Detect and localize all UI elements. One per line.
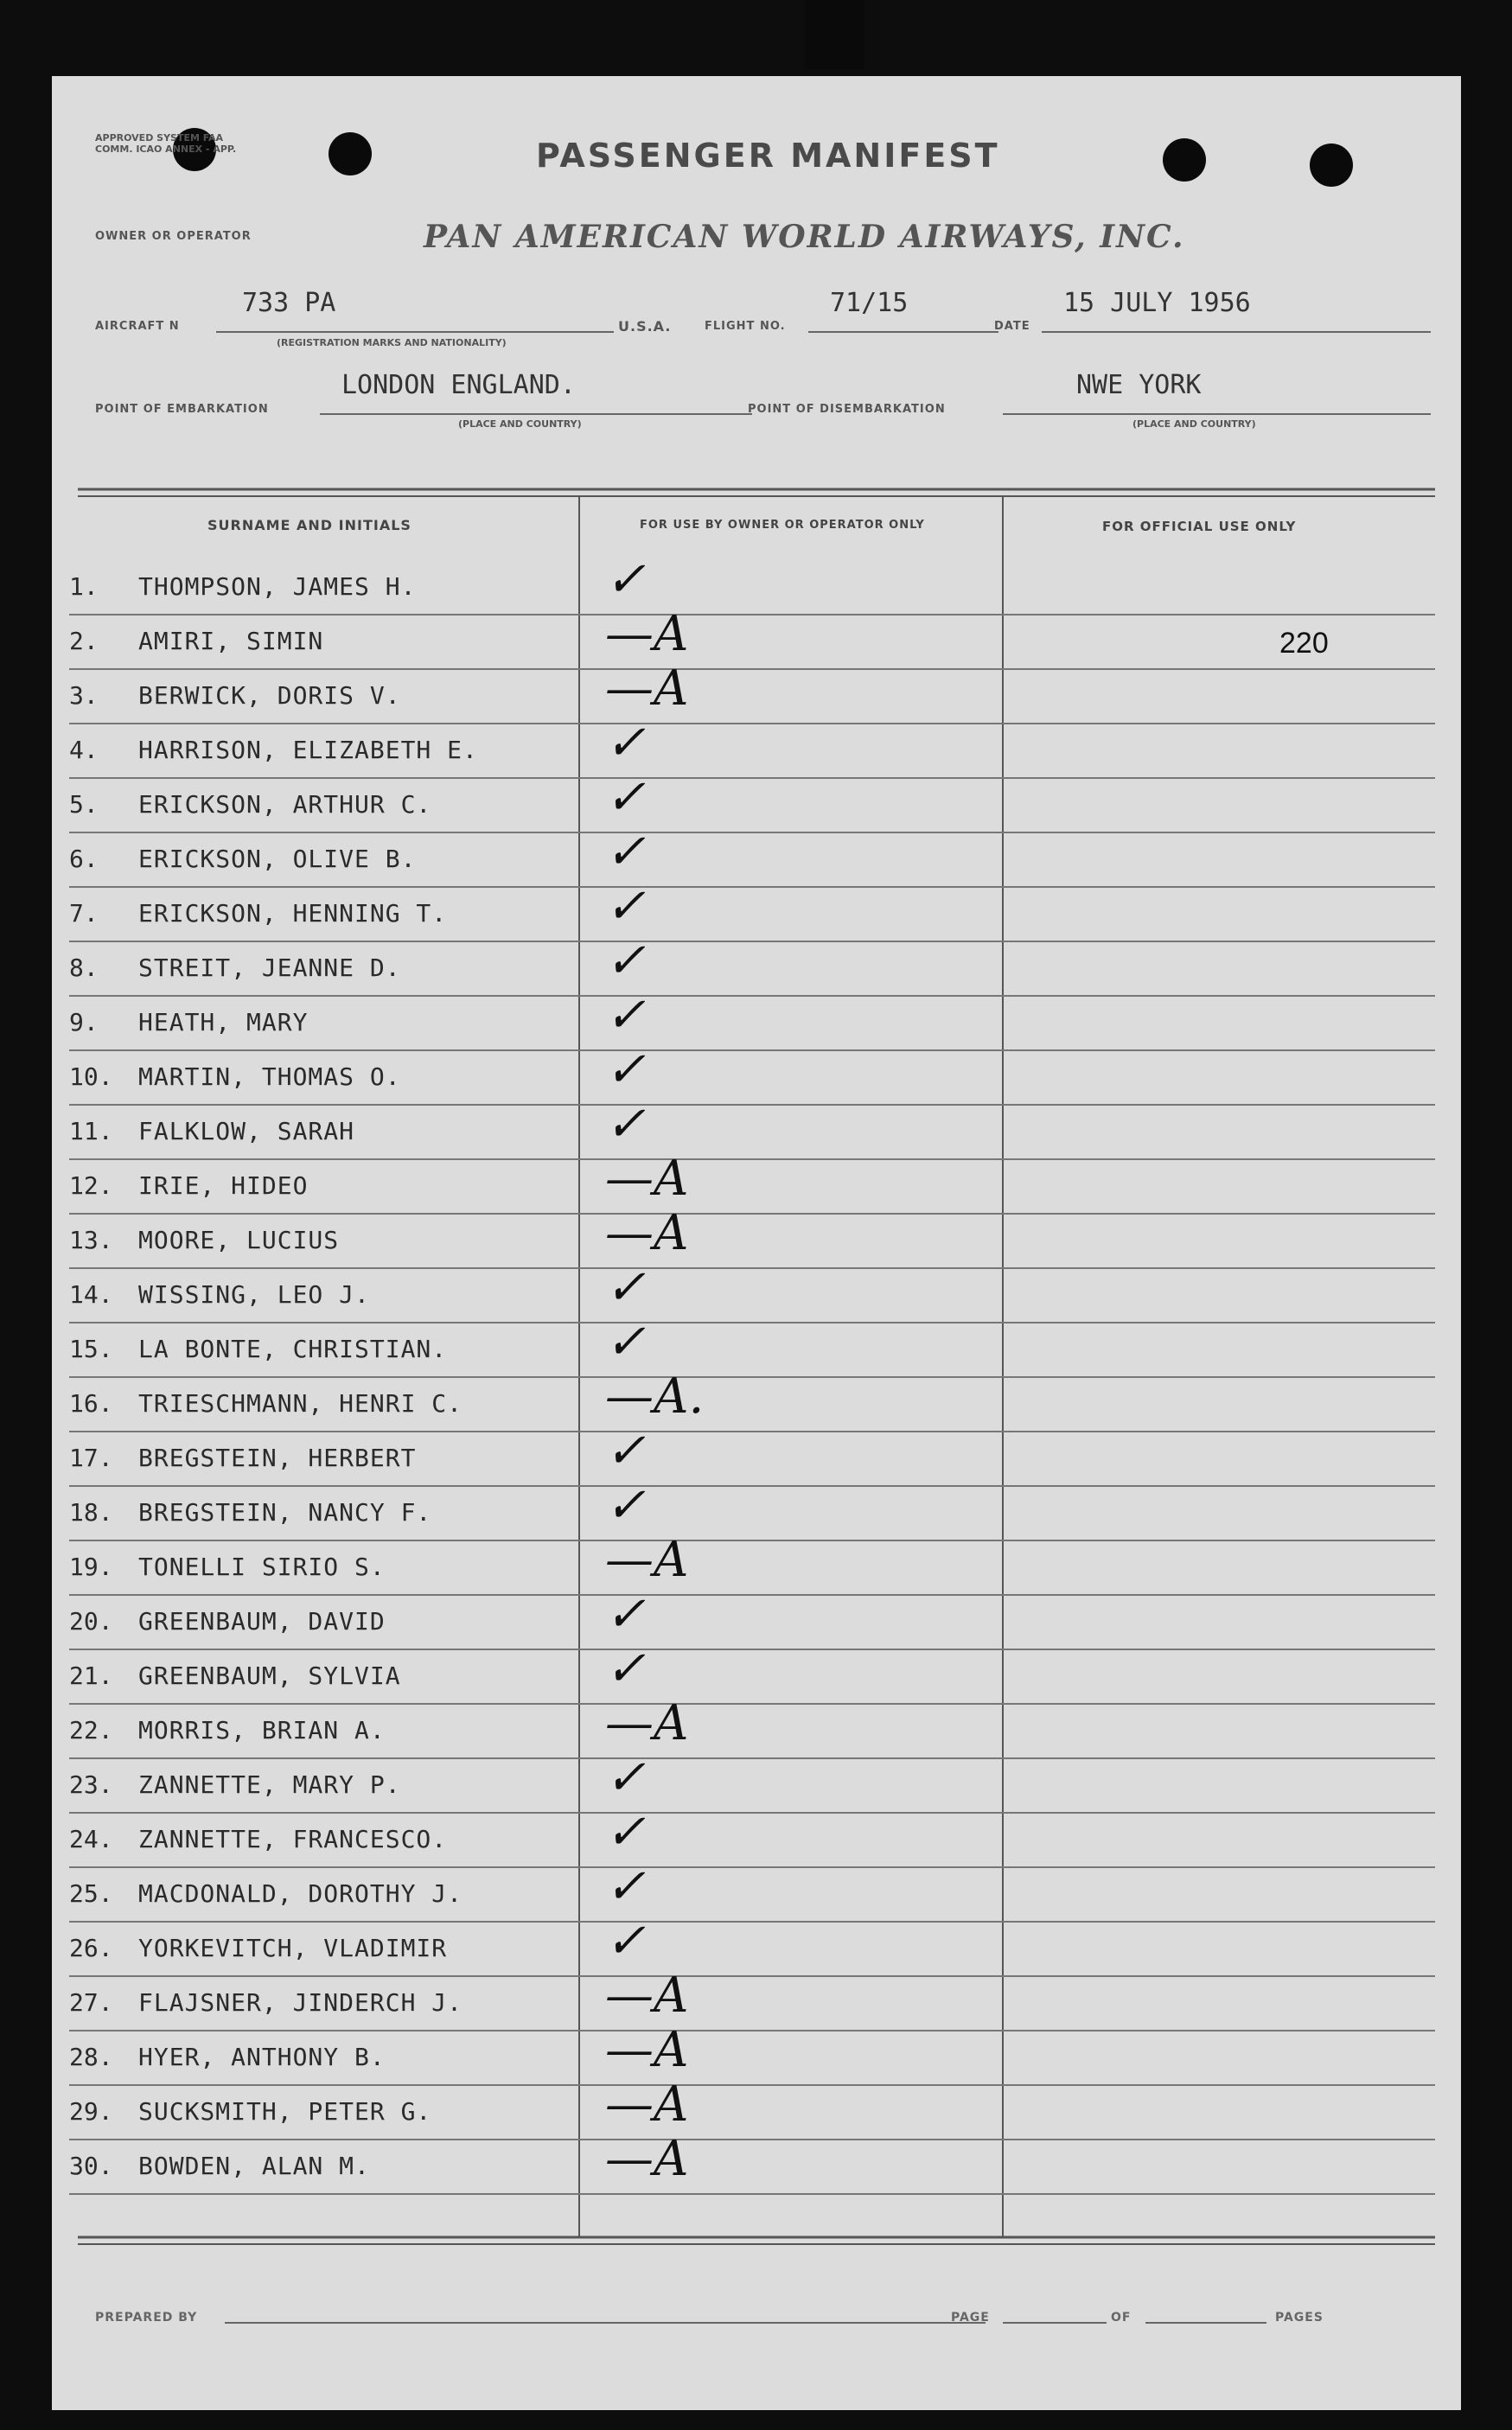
operator-check-mark: —A xyxy=(605,1205,689,1261)
operator-check-mark: —A xyxy=(605,2022,689,2078)
passenger-number: 12. xyxy=(69,1171,113,1200)
column-header-owner-use: FOR USE BY OWNER OR OPERATOR ONLY xyxy=(640,519,925,532)
passenger-row xyxy=(69,1750,1418,1812)
column-header-surname: SURNAME AND INITIALS xyxy=(207,517,411,533)
passenger-number: 22. xyxy=(69,1716,113,1744)
passenger-number: 4. xyxy=(69,736,99,764)
passenger-number: 24. xyxy=(69,1825,113,1853)
passenger-number: 13. xyxy=(69,1226,113,1254)
passenger-row xyxy=(69,878,1418,941)
passenger-name: THOMPSON, JAMES H. xyxy=(138,572,417,601)
operator-check-mark: —A xyxy=(605,660,689,717)
passenger-row xyxy=(69,1968,1418,2030)
embark-note: (PLACE AND COUNTRY) xyxy=(458,418,582,430)
aircraft-value: 733 PA xyxy=(242,288,336,318)
disembark-value: NWE YORK xyxy=(1076,370,1202,400)
operator-check-mark: ✓ xyxy=(605,1859,646,1915)
operator-check-mark: ✓ xyxy=(605,1423,646,1479)
date-value: 15 JULY 1956 xyxy=(1063,288,1251,318)
passenger-row xyxy=(69,1423,1418,1485)
official-use-entry: 220 xyxy=(1279,627,1329,660)
passenger-name: HEATH, MARY xyxy=(138,1008,309,1036)
operator-check-mark: ✓ xyxy=(605,1477,646,1534)
operator-check-mark: ✓ xyxy=(605,987,646,1043)
passenger-number: 26. xyxy=(69,1934,113,1962)
of-line xyxy=(1145,2322,1266,2324)
passenger-number: 9. xyxy=(69,1008,99,1036)
torn-corner xyxy=(804,0,864,69)
date-label: DATE xyxy=(994,320,1030,333)
operator-check-mark: ✓ xyxy=(605,1913,646,1969)
passenger-number: 20. xyxy=(69,1607,113,1636)
passenger-name: HYER, ANTHONY B. xyxy=(138,2043,386,2071)
operator-check-mark: —A xyxy=(605,2076,689,2133)
passenger-name: HARRISON, ELIZABETH E. xyxy=(138,736,478,764)
passenger-row xyxy=(69,1042,1418,1104)
passenger-number: 8. xyxy=(69,954,99,982)
operator-check-mark: —A xyxy=(605,2131,689,2187)
operator-check-mark: —A xyxy=(605,1532,689,1588)
passenger-number: 10. xyxy=(69,1062,113,1091)
passenger-name: SUCKSMITH, PETER G. xyxy=(138,2097,432,2126)
passenger-number: 14. xyxy=(69,1280,113,1309)
passenger-row xyxy=(69,715,1418,777)
passenger-number: 23. xyxy=(69,1770,113,1799)
prepared-by-label: PREPARED BY xyxy=(95,2311,198,2325)
passenger-name: BERWICK, DORIS V. xyxy=(138,681,401,710)
operator-check-mark: ✓ xyxy=(605,1042,646,1098)
aircraft-label: AIRCRAFT N xyxy=(95,320,180,333)
flight-value: 71/15 xyxy=(830,288,909,318)
manifest-sheet xyxy=(52,76,1461,2410)
operator-check-mark: —A xyxy=(605,1968,689,2024)
passenger-name: WISSING, LEO J. xyxy=(138,1280,370,1309)
passenger-row xyxy=(69,606,1418,668)
approval-note: APPROVED SYSTEM FAA COMM. ICAO ANNEX - APP. xyxy=(95,132,237,155)
operator-check-mark: —A xyxy=(605,606,689,662)
passenger-row xyxy=(69,2131,1418,2193)
passenger-name: AMIRI, SIMIN xyxy=(138,627,324,655)
disembark-note: (PLACE AND COUNTRY) xyxy=(1132,418,1256,430)
passenger-row xyxy=(69,552,1418,614)
passenger-name: FLAJSNER, JINDERCH J. xyxy=(138,1988,463,2017)
embark-value: LONDON ENGLAND. xyxy=(341,370,576,400)
passenger-row xyxy=(69,660,1418,723)
passenger-name: TONELLI SIRIO S. xyxy=(138,1553,386,1581)
operator-check-mark: ✓ xyxy=(605,552,646,608)
passenger-number: 17. xyxy=(69,1444,113,1472)
passenger-row xyxy=(69,1913,1418,1975)
passenger-number: 2. xyxy=(69,627,99,655)
page-title: PASSENGER MANIFEST xyxy=(536,137,1000,175)
passenger-name: FALKLOW, SARAH xyxy=(138,1117,355,1145)
passenger-name: YORKEVITCH, VLADIMIR xyxy=(138,1934,448,1962)
passenger-name: MACDONALD, DOROTHY J. xyxy=(138,1879,463,1908)
passenger-row xyxy=(69,1096,1418,1158)
passenger-number: 15. xyxy=(69,1335,113,1363)
passenger-name: ERICKSON, ARTHUR C. xyxy=(138,790,432,819)
registration-note: (REGISTRATION MARKS AND NATIONALITY) xyxy=(277,337,507,348)
operator-check-mark: ✓ xyxy=(605,1750,646,1806)
passenger-name: BREGSTEIN, NANCY F. xyxy=(138,1498,432,1527)
passenger-name: STREIT, JEANNE D. xyxy=(138,954,401,982)
passenger-row xyxy=(69,1532,1418,1594)
column-header-official-use: FOR OFFICIAL USE ONLY xyxy=(1102,519,1297,534)
passenger-row xyxy=(69,1314,1418,1376)
passenger-number: 16. xyxy=(69,1389,113,1418)
passenger-name: ERICKSON, OLIVE B. xyxy=(138,845,417,873)
passenger-number: 3. xyxy=(69,681,99,710)
passenger-row xyxy=(69,1641,1418,1703)
passenger-name: ZANNETTE, MARY P. xyxy=(138,1770,401,1799)
passenger-name: GREENBAUM, SYLVIA xyxy=(138,1661,401,1690)
passenger-number: 30. xyxy=(69,2152,113,2180)
passenger-number: 19. xyxy=(69,1553,113,1581)
operator-check-mark: ✓ xyxy=(605,1314,646,1370)
passenger-number: 28. xyxy=(69,2043,113,2071)
page-line xyxy=(1003,2322,1107,2324)
passenger-number: 18. xyxy=(69,1498,113,1527)
passenger-number: 7. xyxy=(69,899,99,928)
passenger-name: BOWDEN, ALAN M. xyxy=(138,2152,370,2180)
operator-check-mark: —A. xyxy=(605,1368,705,1425)
page-label: PAGE xyxy=(951,2311,990,2325)
operator-check-mark: ✓ xyxy=(605,1641,646,1697)
owner-label: OWNER OR OPERATOR xyxy=(95,230,252,243)
passenger-name: ZANNETTE, FRANCESCO. xyxy=(138,1825,448,1853)
operator-check-mark: —A xyxy=(605,1151,689,1207)
passenger-name: IRIE, HIDEO xyxy=(138,1171,309,1200)
passenger-name: TRIESCHMANN, HENRI C. xyxy=(138,1389,463,1418)
pages-label: PAGES xyxy=(1275,2311,1324,2325)
usa-label: U.S.A. xyxy=(618,318,672,335)
passenger-number: 29. xyxy=(69,2097,113,2126)
operator-check-mark: ✓ xyxy=(605,1804,646,1860)
passenger-row xyxy=(69,769,1418,832)
passenger-row xyxy=(69,933,1418,995)
passenger-row xyxy=(69,987,1418,1049)
passenger-number: 5. xyxy=(69,790,99,819)
passenger-name: BREGSTEIN, HERBERT xyxy=(138,1444,417,1472)
operator-check-mark: ✓ xyxy=(605,1586,646,1642)
operator-name: PAN AMERICAN WORLD AIRWAYS, INC. xyxy=(424,219,1185,255)
passenger-row xyxy=(69,2076,1418,2139)
operator-check-mark: ✓ xyxy=(605,1260,646,1316)
passenger-number: 25. xyxy=(69,1879,113,1908)
passenger-row xyxy=(69,1477,1418,1540)
operator-check-mark: ✓ xyxy=(605,878,646,934)
passenger-number: 21. xyxy=(69,1661,113,1690)
flight-label: FLIGHT NO. xyxy=(705,320,786,333)
passenger-name: GREENBAUM, DAVID xyxy=(138,1607,386,1636)
passenger-name: ERICKSON, HENNING T. xyxy=(138,899,448,928)
operator-check-mark: ✓ xyxy=(605,933,646,989)
passenger-row xyxy=(69,1260,1418,1322)
passenger-number: 1. xyxy=(69,572,99,601)
passenger-number: 11. xyxy=(69,1117,113,1145)
passenger-name: MARTIN, THOMAS O. xyxy=(138,1062,401,1091)
prepared-line xyxy=(225,2322,986,2324)
passenger-name: MORRIS, BRIAN A. xyxy=(138,1716,386,1744)
embark-label: POINT OF EMBARKATION xyxy=(95,403,269,416)
operator-check-mark: ✓ xyxy=(605,715,646,771)
of-label: OF xyxy=(1111,2311,1132,2325)
passenger-row xyxy=(69,1586,1418,1649)
passenger-row xyxy=(69,1804,1418,1866)
disembark-label: POINT OF DISEMBARKATION xyxy=(748,403,946,416)
operator-check-mark: ✓ xyxy=(605,1096,646,1152)
passenger-name: MOORE, LUCIUS xyxy=(138,1226,340,1254)
passenger-row xyxy=(69,1205,1418,1267)
passenger-number: 27. xyxy=(69,1988,113,2017)
passenger-row xyxy=(69,1859,1418,1921)
passenger-row xyxy=(69,1368,1418,1431)
passenger-row xyxy=(69,824,1418,886)
passenger-row xyxy=(69,1695,1418,1757)
operator-check-mark: —A xyxy=(605,1695,689,1751)
passenger-row xyxy=(69,2022,1418,2084)
passenger-number: 6. xyxy=(69,845,99,873)
passenger-name: LA BONTE, CHRISTIAN. xyxy=(138,1335,448,1363)
passenger-row xyxy=(69,1151,1418,1213)
operator-check-mark: ✓ xyxy=(605,824,646,880)
operator-check-mark: ✓ xyxy=(605,769,646,826)
